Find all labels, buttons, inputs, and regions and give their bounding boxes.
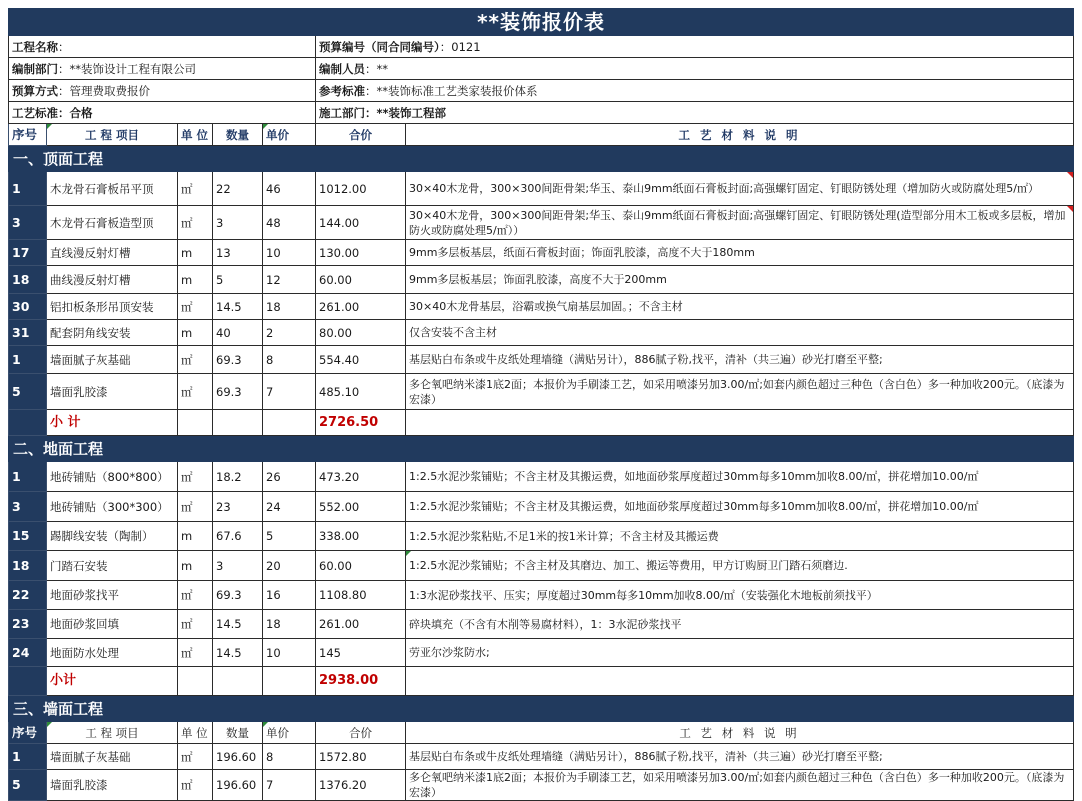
row-seq[interactable]: 18 (9, 266, 47, 294)
craft-standard-label: 工艺标准 (12, 105, 58, 120)
row-desc[interactable]: 1:3水泥砂浆找平、压实；厚度超过30mm每多10mm加收8.00/㎡（安装强化木地板前须找平） (406, 581, 1074, 610)
col-unit-header[interactable]: 单 位 (178, 722, 213, 744)
col-seq-header[interactable]: 序号 (9, 124, 47, 146)
row-price[interactable]: 7 (263, 374, 316, 410)
info-row-2 (9, 58, 1074, 80)
table-row (9, 462, 1074, 492)
row-seq[interactable]: 15 (9, 522, 47, 551)
row-price[interactable]: 48 (263, 206, 316, 240)
col-qty-header[interactable]: 数量 (213, 722, 263, 744)
row-desc[interactable]: 30×40木龙骨，300×300间距骨架;华玉、泰山9mm纸面石膏板封面;高强螺钉固定、钉眼防锈处理（增加防火或防腐处理5/㎡） (406, 172, 1074, 206)
subtotal-seq (9, 410, 47, 436)
row-unit[interactable]: ㎡ (178, 770, 213, 801)
row-total[interactable]: 60.00 (316, 551, 406, 581)
row-item[interactable]: 墙面乳胶漆 (47, 770, 178, 801)
col-price-header[interactable]: 单价 (263, 722, 316, 744)
reference-value: **装饰标准工艺类家装报价体系 (376, 83, 538, 98)
row-item[interactable]: 地砖铺贴（300*300） (47, 492, 178, 522)
row-item[interactable]: 木龙骨石膏板造型顶 (47, 206, 178, 240)
row-qty[interactable]: 196.60 (213, 770, 263, 801)
row-seq[interactable]: 30 (9, 294, 47, 320)
row-unit[interactable]: ㎡ (178, 294, 213, 320)
row-item[interactable]: 墙面乳胶漆 (47, 374, 178, 410)
row-desc[interactable]: 碎块填充（不含有木削等易腐材料），1：3水泥砂浆找平 (406, 610, 1074, 639)
row-total[interactable]: 60.00 (316, 266, 406, 294)
empty-cell[interactable] (213, 410, 263, 436)
row-price[interactable]: 5 (263, 522, 316, 551)
subtotal-value[interactable]: 2726.50 (316, 410, 406, 436)
row-item[interactable]: 地面砂浆回填 (47, 610, 178, 639)
row-desc[interactable]: 1:2.5水泥沙浆铺贴；不含主材及其搬运费，如地面砂浆厚度超过30mm每多10mm加收8.00/㎡，拼花增加10.00/㎡ (406, 462, 1074, 492)
budget-no-label: 预算编号（同合同编号） (319, 39, 440, 54)
subtotal-row (9, 667, 1074, 696)
row-seq[interactable]: 18 (9, 551, 47, 581)
table-row (9, 320, 1074, 346)
section-title[interactable]: 三、墙面工程 (9, 696, 1074, 722)
sheet-title[interactable]: **装饰报价表 (9, 9, 1074, 36)
row-item[interactable]: 地砖铺贴（800*800） (47, 462, 178, 492)
row-qty[interactable]: 22 (213, 172, 263, 206)
col-desc-header[interactable]: 工 艺 材 料 说 明 (406, 124, 1074, 146)
row-qty[interactable]: 40 (213, 320, 263, 346)
empty-cell[interactable] (178, 667, 213, 696)
col-total-header[interactable]: 合价 (316, 124, 406, 146)
row-unit[interactable]: ㎡ (178, 610, 213, 639)
row-seq[interactable]: 3 (9, 206, 47, 240)
table-row (9, 770, 1074, 801)
row-seq[interactable]: 1 (9, 346, 47, 374)
row-item[interactable]: 门踏石安装 (47, 551, 178, 581)
col-item-header[interactable]: 工 程 项目 (47, 722, 178, 744)
budget-no-cell[interactable]: 预算编号（同合同编号）：0121 (316, 36, 1074, 58)
empty-cell[interactable] (263, 410, 316, 436)
row-qty[interactable]: 14.5 (213, 610, 263, 639)
row-qty[interactable]: 67.6 (213, 522, 263, 551)
table-row (9, 551, 1074, 581)
row-price[interactable]: 16 (263, 581, 316, 610)
department-cell[interactable]: 编制部门：**装饰设计工程有限公司 (9, 58, 316, 80)
table-row (9, 240, 1074, 266)
row-price[interactable]: 7 (263, 770, 316, 801)
section-title[interactable]: 一、顶面工程 (9, 146, 1074, 172)
row-item[interactable]: 地面防水处理 (47, 639, 178, 667)
row-qty[interactable]: 69.3 (213, 374, 263, 410)
row-qty[interactable]: 13 (213, 240, 263, 266)
row-desc[interactable]: 劳亚尔沙浆防水; (406, 639, 1074, 667)
row-total[interactable]: 261.00 (316, 294, 406, 320)
title-row (9, 9, 1074, 36)
info-row-4 (9, 102, 1074, 124)
craft-standard-cell[interactable]: 工艺标准：合格 (9, 102, 316, 124)
empty-cell[interactable] (263, 667, 316, 696)
row-price[interactable]: 26 (263, 462, 316, 492)
row-unit[interactable]: m (178, 551, 213, 581)
info-row-1 (9, 36, 1074, 58)
row-desc[interactable]: 1:2.5水泥沙浆铺贴；不含主材及其磨边、加工、搬运等费用，甲方订购厨卫门踏石须磨边. (406, 551, 1074, 581)
row-total[interactable]: 552.00 (316, 492, 406, 522)
row-price[interactable]: 24 (263, 492, 316, 522)
row-total[interactable]: 261.00 (316, 610, 406, 639)
quote-table (8, 8, 1074, 801)
row-unit[interactable]: ㎡ (178, 492, 213, 522)
row-total[interactable]: 485.10 (316, 374, 406, 410)
table-row (9, 266, 1074, 294)
table-row (9, 206, 1074, 240)
row-qty[interactable]: 3 (213, 206, 263, 240)
row-unit[interactable]: ㎡ (178, 581, 213, 610)
empty-cell[interactable] (406, 410, 1074, 436)
row-total[interactable]: 1572.80 (316, 744, 406, 770)
section-header-ceiling (9, 146, 1074, 172)
row-unit[interactable]: ㎡ (178, 744, 213, 770)
row-total[interactable]: 144.00 (316, 206, 406, 240)
row-desc[interactable]: 1:2.5水泥沙浆铺贴；不含主材及其搬运费，如地面砂浆厚度超过30mm每多10mm加收8.00/㎡，拼花增加10.00/㎡ (406, 492, 1074, 522)
budget-method-label: 预算方式 (12, 83, 58, 98)
col-seq-header[interactable]: 序号 (9, 722, 47, 744)
row-desc[interactable]: 基层贴白布条或牛皮纸处理墙缝（满贴另计），886腻子粉,找平，清补（共三遍）砂光打磨至平整; (406, 346, 1074, 374)
row-seq[interactable]: 1 (9, 744, 47, 770)
col-total-header[interactable]: 合价 (316, 722, 406, 744)
subtotal-row (9, 410, 1074, 436)
row-item[interactable]: 踢脚线安装（陶制） (47, 522, 178, 551)
row-item[interactable]: 配套阴角线安装 (47, 320, 178, 346)
table-row (9, 522, 1074, 551)
empty-cell[interactable] (178, 410, 213, 436)
reference-label: 参考标准 (319, 83, 365, 98)
row-seq[interactable]: 31 (9, 320, 47, 346)
row-unit[interactable]: ㎡ (178, 346, 213, 374)
row-item[interactable]: 墙面腻子灰基础 (47, 744, 178, 770)
row-seq[interactable]: 17 (9, 240, 47, 266)
row-price[interactable]: 18 (263, 610, 316, 639)
row-seq[interactable]: 22 (9, 581, 47, 610)
empty-cell[interactable] (213, 667, 263, 696)
craft-standard-value: 合格 (69, 105, 93, 120)
preparer-cell[interactable]: 编制人员：** (316, 58, 1074, 80)
col-qty-header[interactable]: 数量 (213, 124, 263, 146)
row-total[interactable]: 130.00 (316, 240, 406, 266)
department-value: **装饰设计工程有限公司 (69, 61, 196, 76)
row-price[interactable]: 8 (263, 346, 316, 374)
row-price[interactable]: 18 (263, 294, 316, 320)
row-seq[interactable]: 5 (9, 374, 47, 410)
row-total[interactable]: 80.00 (316, 320, 406, 346)
project-name-cell[interactable]: 工程名称： (9, 36, 316, 58)
table-row (9, 172, 1074, 206)
row-price[interactable]: 10 (263, 240, 316, 266)
row-price[interactable]: 2 (263, 320, 316, 346)
row-total[interactable]: 1012.00 (316, 172, 406, 206)
construction-dept-cell[interactable]: 施工部门：**装饰工程部 (316, 102, 1074, 124)
row-price[interactable]: 10 (263, 639, 316, 667)
row-qty[interactable]: 196.60 (213, 744, 263, 770)
row-total[interactable]: 473.20 (316, 462, 406, 492)
info-row-3 (9, 80, 1074, 102)
row-total[interactable]: 554.40 (316, 346, 406, 374)
row-price[interactable]: 20 (263, 551, 316, 581)
quote-sheet (8, 8, 1073, 801)
row-item[interactable]: 铝扣板条形吊顶安装 (47, 294, 178, 320)
row-price[interactable]: 8 (263, 744, 316, 770)
row-seq[interactable]: 23 (9, 610, 47, 639)
budget-method-value: 管理费取费报价 (69, 83, 150, 98)
subtotal-label[interactable]: 小计 (47, 667, 178, 696)
row-qty[interactable]: 3 (213, 551, 263, 581)
subtotal-seq (9, 667, 47, 696)
table-row (9, 639, 1074, 667)
row-item[interactable]: 直线漫反射灯槽 (47, 240, 178, 266)
section-header-wall (9, 696, 1074, 722)
row-qty[interactable]: 18.2 (213, 462, 263, 492)
row-seq[interactable]: 5 (9, 770, 47, 801)
row-unit[interactable]: ㎡ (178, 206, 213, 240)
row-unit[interactable]: ㎡ (178, 462, 213, 492)
reference-cell[interactable]: 参考标准：**装饰标准工艺类家装报价体系 (316, 80, 1074, 102)
table-row (9, 610, 1074, 639)
row-desc[interactable]: 30×40木龙骨基层，浴霸或换气扇基层加固。；不含主材 (406, 294, 1074, 320)
col-desc-header[interactable]: 工 艺 材 料 说 明 (406, 722, 1074, 744)
row-unit[interactable]: ㎡ (178, 172, 213, 206)
col-price-header[interactable]: 单价 (263, 124, 316, 146)
row-seq[interactable]: 3 (9, 492, 47, 522)
table-row (9, 374, 1074, 410)
section-title[interactable]: 二、地面工程 (9, 436, 1074, 462)
row-qty[interactable]: 23 (213, 492, 263, 522)
row-desc[interactable]: 9mm多层板基层，纸面石膏板封面；饰面乳胶漆，高度不大于180mm (406, 240, 1074, 266)
row-desc[interactable]: 30×40木龙骨，300×300间距骨架;华玉、泰山9mm纸面石膏板封面;高强螺钉固定、钉眼防锈处理(造型部分用木工板或多层板，增加防火或防腐处理5/㎡）） (406, 206, 1074, 240)
col-item-header[interactable]: 工 程 项目 (47, 124, 178, 146)
department-label: 编制部门 (12, 61, 58, 76)
row-unit[interactable]: m (178, 240, 213, 266)
construction-dept-value: **装饰工程部 (376, 105, 447, 120)
empty-cell[interactable] (406, 667, 1074, 696)
row-unit[interactable]: m (178, 522, 213, 551)
column-header-row (9, 124, 1074, 146)
row-unit[interactable]: m (178, 266, 213, 294)
subtotal-value[interactable]: 2938.00 (316, 667, 406, 696)
row-item[interactable]: 地面砂浆找平 (47, 581, 178, 610)
row-item[interactable]: 曲线漫反射灯槽 (47, 266, 178, 294)
row-unit[interactable]: m (178, 320, 213, 346)
row-total[interactable]: 145 (316, 639, 406, 667)
row-seq[interactable]: 24 (9, 639, 47, 667)
row-unit[interactable]: ㎡ (178, 639, 213, 667)
row-desc[interactable]: 多仑氧吧纳米漆1底2面；本报价为手刷漆工艺，如采用喷漆另加3.00/㎡;如套内颜色超过三种色（含白色）多一种加收200元。（底漆为宏漆） (406, 374, 1074, 410)
construction-dept-label: 施工部门 (319, 105, 365, 120)
row-qty[interactable]: 14.5 (213, 294, 263, 320)
column-header-row (9, 722, 1074, 744)
row-total[interactable]: 338.00 (316, 522, 406, 551)
row-qty[interactable]: 69.3 (213, 581, 263, 610)
col-unit-header[interactable]: 单 位 (178, 124, 213, 146)
row-item[interactable]: 木龙骨石膏板吊平顶 (47, 172, 178, 206)
table-row (9, 346, 1074, 374)
row-desc[interactable]: 仅含安装不含主材 (406, 320, 1074, 346)
row-desc[interactable]: 9mm多层板基层；饰面乳胶漆，高度不大于200mm (406, 266, 1074, 294)
project-name-label: 工程名称 (12, 39, 58, 54)
row-total[interactable]: 1376.20 (316, 770, 406, 801)
row-unit[interactable]: ㎡ (178, 374, 213, 410)
preparer-label: 编制人员 (319, 61, 365, 76)
row-desc[interactable]: 1:2.5水泥沙浆粘贴,不足1米的按1米计算；不含主材及其搬运费 (406, 522, 1074, 551)
section-header-floor (9, 436, 1074, 462)
row-desc[interactable]: 基层贴白布条或牛皮纸处理墙缝（满贴另计），886腻子粉,找平，清补（共三遍）砂光打磨至平整; (406, 744, 1074, 770)
budget-method-cell[interactable]: 预算方式：管理费取费报价 (9, 80, 316, 102)
row-total[interactable]: 1108.80 (316, 581, 406, 610)
table-row (9, 581, 1074, 610)
row-qty[interactable]: 14.5 (213, 639, 263, 667)
row-qty[interactable]: 5 (213, 266, 263, 294)
table-row (9, 492, 1074, 522)
row-price[interactable]: 12 (263, 266, 316, 294)
row-qty[interactable]: 69.3 (213, 346, 263, 374)
table-row (9, 294, 1074, 320)
table-row (9, 744, 1074, 770)
row-item[interactable]: 墙面腻子灰基础 (47, 346, 178, 374)
subtotal-label[interactable]: 小 计 (47, 410, 178, 436)
budget-no-value: 0121 (451, 39, 481, 54)
preparer-value: ** (376, 61, 388, 76)
row-desc[interactable]: 多仑氧吧纳米漆1底2面；本报价为手刷漆工艺，如采用喷漆另加3.00/㎡;如套内颜色超过三种色（含白色）多一种加收200元。（底漆为宏漆） (406, 770, 1074, 801)
row-price[interactable]: 46 (263, 172, 316, 206)
row-seq[interactable]: 1 (9, 462, 47, 492)
row-seq[interactable]: 1 (9, 172, 47, 206)
